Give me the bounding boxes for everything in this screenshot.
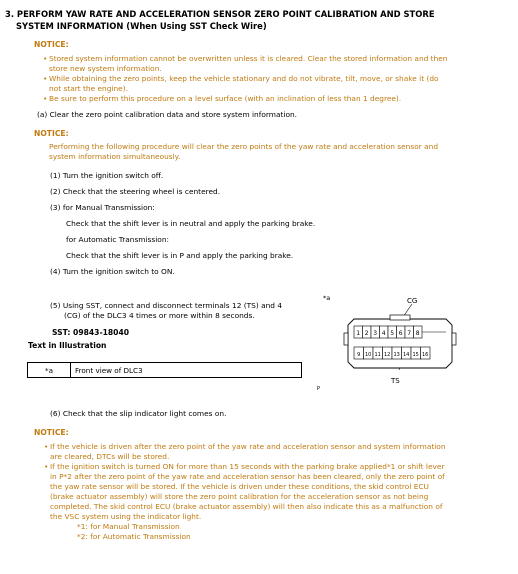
notice-1-bullet-2-line1: • While obtaining the zero points, keep the vehicle stationary and do not vibrate, tilt, move, or shake it (do	[49, 74, 439, 83]
illustration-heading: Text in Illustration	[28, 341, 107, 350]
notice-2-line2: system information simultaneously.	[49, 152, 181, 161]
notice-3-bullet-1-line1: • If the vehicle is driven after the zero point of the yaw rate and acceleration sensor and system information	[50, 442, 446, 451]
pin-label-10: 10	[365, 352, 372, 358]
notice-3-bullet-2-line2: in P*2 after the zero point of the yaw rate and acceleration sensor has been cleared, only the zero point of	[50, 472, 445, 481]
notice-1-bullet-3-line1: • Be sure to perform this procedure on a level surface (with an inclination of less than 1 degree).	[49, 94, 402, 103]
illustration-legend-table	[27, 362, 302, 378]
section-title	[5, 8, 435, 32]
connector-left-tab	[344, 333, 348, 345]
step-5-line1: (5) Using SST, connect and disconnect terminals 12 (TS) and 4	[50, 301, 283, 310]
pin-label-4: 4	[381, 330, 386, 337]
notice-1-bullet-1-line2: store new system information.	[49, 64, 162, 73]
pin-label-3: 3	[373, 330, 378, 337]
notice-2-body	[49, 142, 438, 162]
step-5	[50, 301, 282, 321]
notice-1-bullet-3	[49, 94, 401, 104]
step-3-automatic: for Automatic Transmission:	[66, 235, 169, 244]
pin-row-top	[354, 326, 422, 338]
notice-1-bullet-2-line2: not start the engine).	[49, 84, 128, 93]
notice-3-bullet-2	[50, 462, 445, 522]
section-title-line1: 3. PERFORM YAW RATE AND ACCELERATION SENSOR ZERO POINT CALIBRATION AND STORE	[5, 9, 435, 19]
step-2: (2) Check that the steering wheel is centered.	[50, 187, 221, 196]
connector-latch	[390, 315, 410, 320]
notice-3-bullet-2-line4: (brake actuator assembly) will store the zero point calibration for the acceleration sensor as not being	[50, 492, 429, 501]
notice-1-bullet-1-line1: • Stored system information cannot be overwritten unless it is cleared. Clear the stored information and then	[49, 54, 448, 63]
section-title-line2: SYSTEM INFORMATION (When Using SST Check Wire)	[16, 21, 267, 31]
pin-label-2: 2	[364, 330, 369, 337]
footnote-2: *2: for Automatic Transmission	[77, 532, 191, 541]
pin-label-13: 13	[393, 352, 400, 358]
pin-label-9: 9	[357, 352, 361, 358]
pin-label-7: 7	[407, 330, 412, 337]
step-4: (4) Turn the ignition switch to ON.	[50, 267, 175, 276]
step-3-manual-detail: Check that the shift lever is in neutral and apply the parking brake.	[66, 219, 316, 228]
step-3: (3) for Manual Transmission:	[50, 203, 155, 212]
pin-label-1: 1	[356, 330, 361, 337]
pin-label-16: 16	[422, 352, 429, 358]
dlc3-illustration	[316, 289, 516, 393]
pin-label-14: 14	[403, 352, 410, 358]
notice-3-bullet-1	[50, 442, 446, 462]
notice-heading-2: NOTICE:	[34, 129, 69, 138]
notice-1-bullet-2	[49, 74, 439, 94]
notice-3-bullet-2-line6: the VSC system using the indicator light.	[50, 512, 202, 521]
notice-heading-1: NOTICE:	[34, 40, 69, 49]
step-1: (1) Turn the ignition switch off.	[50, 171, 164, 180]
corner-mark: P	[317, 386, 321, 392]
pin-label-8: 8	[415, 330, 420, 337]
pin-row-bottom	[354, 347, 430, 359]
notice-3-bullet-2-line5: completed. The skid control ECU (brake actuator assembly) will then also indicate this as a malfunction of	[50, 502, 443, 511]
step-5-line2: (CG) of the DLC3 4 times or more within 8 seconds.	[64, 311, 255, 320]
step-6: (6) Check that the slip indicator light comes on.	[50, 409, 227, 418]
figure-key-label: *a	[323, 294, 331, 302]
cg-label: CG	[407, 297, 418, 305]
table-row	[28, 363, 302, 378]
notice-3-bullet-1-line2: are cleared, DTCs will be stored.	[50, 452, 170, 461]
pin-label-11: 11	[374, 352, 381, 358]
step-a: (a) Clear the zero point calibration data and store system information.	[37, 110, 297, 119]
ts-label: TS	[391, 377, 400, 385]
pin-label-15: 15	[412, 352, 419, 358]
sst-number: SST: 09843-18040	[52, 328, 130, 337]
notice-3-bullet-2-line3: the yaw rate sensor will be stored. If the vehicle is driven under these conditions, the skid control ECU	[50, 482, 429, 491]
notice-3-bullet-2-line1: • If the ignition switch is turned ON for more than 15 seconds with the parking brake applied*1 or shift lever	[50, 462, 445, 471]
notice-heading-3: NOTICE:	[34, 428, 69, 437]
legend-key: *a	[28, 363, 71, 378]
step-3-automatic-detail: Check that the shift lever is in P and apply the parking brake.	[66, 251, 294, 260]
notice-1-bullet-1	[49, 54, 448, 74]
pin-label-6: 6	[398, 330, 403, 337]
legend-value: Front view of DLC3	[71, 363, 302, 378]
footnote-1: *1: for Manual Transmission	[77, 522, 180, 531]
pin-label-12: 12	[384, 352, 391, 358]
pin-label-5: 5	[390, 330, 395, 337]
connector-right-tab	[452, 333, 456, 345]
notice-2-line1: Performing the following procedure will clear the zero points of the yaw rate and acceleration sensor and	[49, 142, 439, 151]
